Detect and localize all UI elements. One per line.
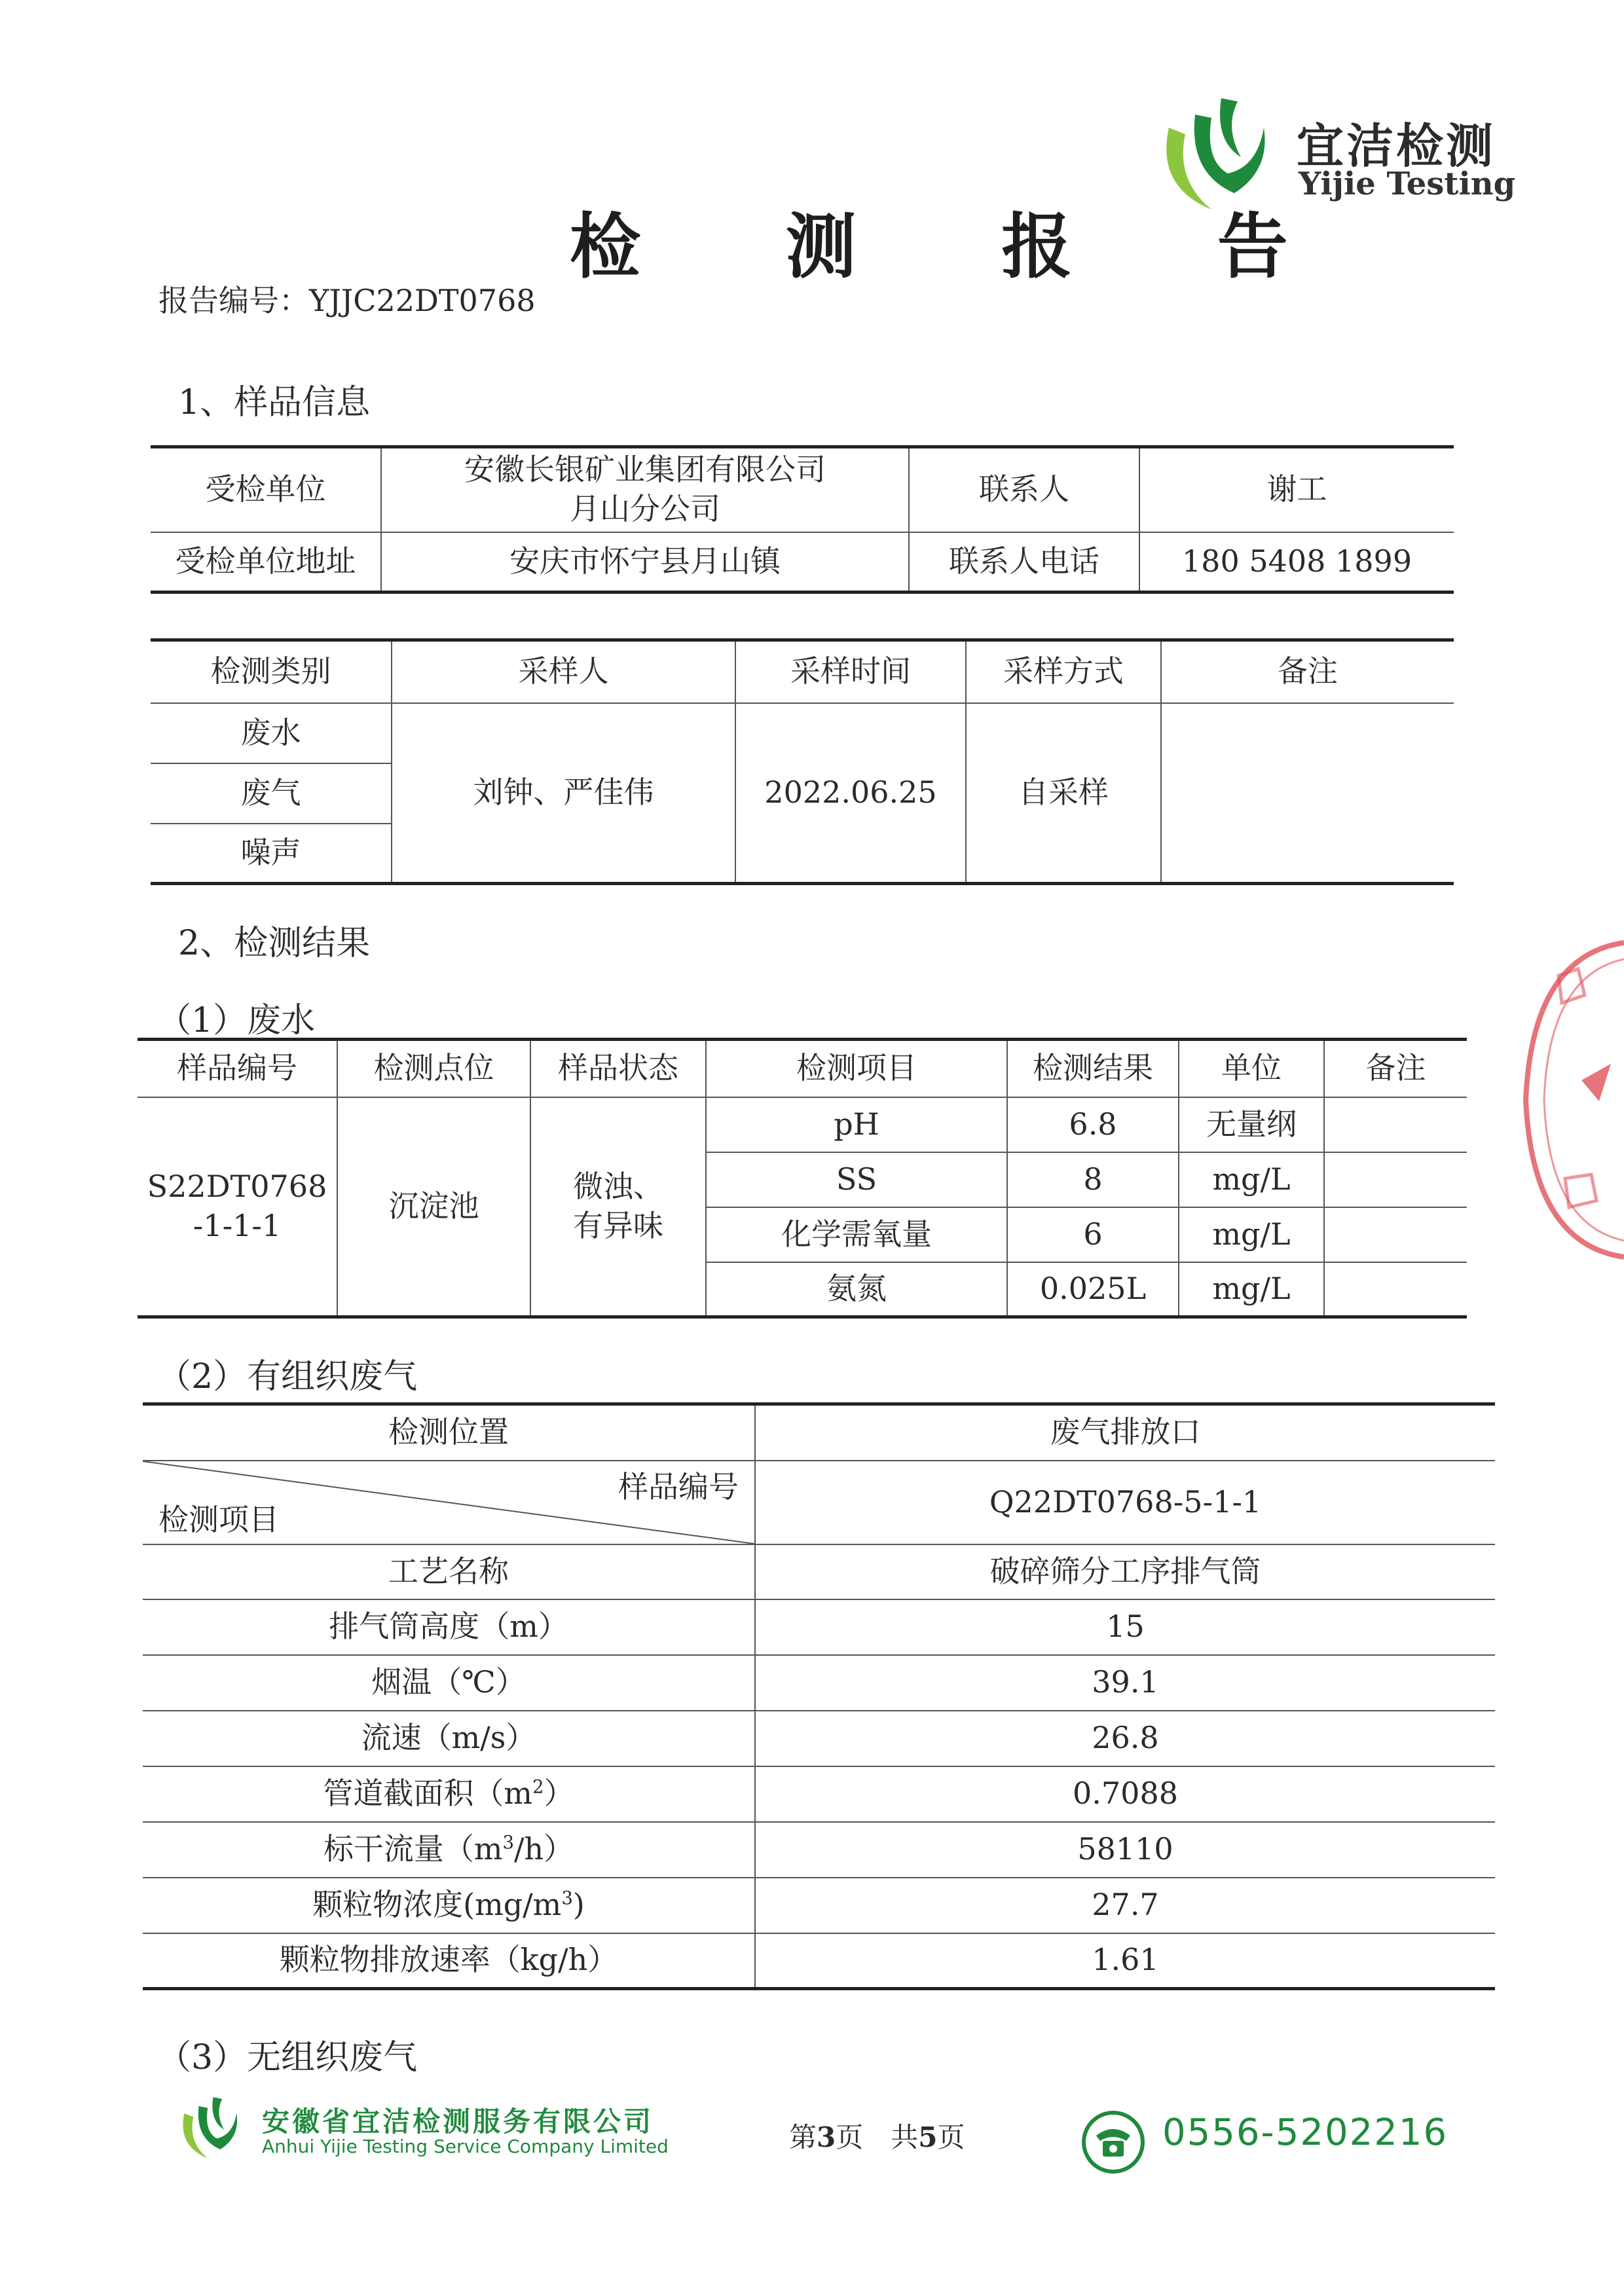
sampling-method: 自采样 — [966, 703, 1161, 884]
phone-icon — [1080, 2109, 1146, 2175]
address-value: 安庆市怀宁县月山镇 — [381, 532, 909, 592]
page-indicator — [789, 2116, 965, 2155]
subsection-heading-organized-gas: （2）有组织废气 — [157, 1357, 418, 1396]
address-label: 受检单位地址 — [151, 532, 381, 592]
ww-result: 6 — [1007, 1207, 1179, 1262]
label-pre: 颗粒物浓度(mg/m — [312, 1887, 562, 1923]
page-total: 5 — [918, 2121, 938, 2153]
ww-item: 化学需氧量 — [706, 1207, 1007, 1262]
ww-remark — [1324, 1207, 1467, 1262]
ww-state-line2: 有异味 — [573, 1207, 663, 1243]
gas-row-label — [143, 1878, 755, 1933]
ww-header-remark: 备注 — [1324, 1040, 1467, 1097]
gas-process-value: 破碎筛分工序排气筒 — [755, 1544, 1495, 1599]
subsection-heading-unorganized-gas: （3）无组织废气 — [157, 2038, 418, 2077]
footer-logo-icon — [174, 2092, 246, 2164]
inspected-unit-label: 受检单位 — [151, 447, 381, 532]
subsection-heading-wastewater: （1）废水 — [157, 1001, 316, 1040]
logo-english-text: Yijie Testing — [1299, 166, 1516, 202]
contact-value: 谢工 — [1139, 447, 1454, 532]
ww-item: SS — [706, 1152, 1007, 1207]
ww-state — [530, 1097, 706, 1317]
gas-row-label: 颗粒物排放速率（kg/h） — [143, 1933, 755, 1989]
gas-sample-no: Q22DT0768-5-1-1 — [755, 1461, 1495, 1544]
ww-header-point: 检测点位 — [337, 1040, 530, 1097]
ww-result: 8 — [1007, 1152, 1179, 1207]
diag-sample-no-label: 样品编号 — [618, 1468, 739, 1504]
sampling-header-category: 检测类别 — [151, 640, 392, 703]
red-seal-stamp-icon — [1519, 930, 1624, 1270]
inspected-unit-value-line2: 月山分公司 — [570, 491, 720, 527]
ww-unit: 无量纲 — [1179, 1097, 1324, 1152]
sampler-value: 刘钟、严佳伟 — [392, 703, 735, 884]
inspected-unit-value — [381, 447, 909, 532]
gas-row-value: 1.61 — [755, 1933, 1495, 1989]
gas-row-label — [143, 1766, 755, 1822]
sampling-table — [151, 638, 1454, 885]
label-pre: 标干流量（m — [323, 1831, 503, 1867]
label-sup: 3 — [502, 1831, 515, 1853]
ww-sample-no — [138, 1097, 337, 1317]
ww-header-result: 检测结果 — [1007, 1040, 1179, 1097]
gas-location-value: 废气排放口 — [755, 1404, 1495, 1461]
ww-header-sample-no: 样品编号 — [138, 1040, 337, 1097]
gas-process-label: 工艺名称 — [143, 1544, 755, 1599]
ww-sample-no-line1: S22DT0768 — [147, 1168, 327, 1204]
footer-company-en: Anhui Yijie Testing Service Company Limited — [262, 2136, 669, 2157]
label-post: /h） — [514, 1831, 574, 1867]
category-noise: 噪声 — [151, 824, 392, 884]
gas-row-label — [143, 1822, 755, 1878]
document-title: 检 测 报 告 — [570, 206, 1348, 288]
wastewater-table — [138, 1038, 1467, 1319]
sampling-remark — [1161, 703, 1454, 884]
label-sup: 3 — [561, 1887, 573, 1909]
category-wastewater: 废水 — [151, 703, 392, 763]
gas-row-value: 15 — [755, 1599, 1495, 1655]
ww-item: 氨氮 — [706, 1262, 1007, 1317]
sampling-header-sampler: 采样人 — [392, 640, 735, 703]
ww-result: 6.8 — [1007, 1097, 1179, 1152]
logo-chinese-text: 宜洁检测 — [1297, 118, 1496, 173]
sample-info-table — [151, 445, 1454, 594]
label-pre: 管道截面积（m — [323, 1776, 533, 1812]
gas-row-label: 烟温（℃） — [143, 1655, 755, 1711]
ww-point: 沉淀池 — [337, 1097, 530, 1317]
ww-result: 0.025L — [1007, 1262, 1179, 1317]
ww-sample-no-line2: -1-1-1 — [193, 1207, 282, 1243]
ww-header-item: 检测项目 — [706, 1040, 1007, 1097]
ww-item: pH — [706, 1097, 1007, 1152]
sampling-header-method: 采样方式 — [966, 640, 1161, 703]
gas-row-value: 0.7088 — [755, 1766, 1495, 1822]
ww-unit: mg/L — [1179, 1152, 1324, 1207]
diag-item-label: 检测项目 — [158, 1501, 279, 1537]
ww-unit: mg/L — [1179, 1262, 1324, 1317]
footer-company-cn: 安徽省宜洁检测服务有限公司 — [262, 2105, 654, 2138]
section-heading-sample-info: 1、样品信息 — [178, 383, 371, 422]
sampling-date: 2022.06.25 — [735, 703, 966, 884]
contact-phone-label: 联系人电话 — [909, 532, 1139, 592]
gas-location-label: 检测位置 — [143, 1404, 755, 1461]
gas-row-value: 26.8 — [755, 1711, 1495, 1766]
page-mid: 页 共 — [836, 2121, 919, 2153]
section-heading-results: 2、检测结果 — [178, 924, 371, 963]
label-sup: 2 — [532, 1776, 544, 1798]
page-pre: 第 — [789, 2121, 817, 2153]
ww-remark — [1324, 1152, 1467, 1207]
sampling-header-time: 采样时间 — [735, 640, 966, 703]
ww-header-state: 样品状态 — [530, 1040, 706, 1097]
footer-phone-number: 0556-5202216 — [1162, 2111, 1449, 2154]
gas-row-label: 排气筒高度（m） — [143, 1599, 755, 1655]
organized-gas-table — [143, 1402, 1495, 1990]
label-post: ) — [572, 1887, 585, 1923]
label-post: ） — [544, 1776, 574, 1812]
sampling-header-remark: 备注 — [1161, 640, 1454, 703]
page-post: 页 — [937, 2121, 965, 2153]
page-number: 3 — [817, 2121, 836, 2153]
ww-remark — [1324, 1262, 1467, 1317]
gas-row-label: 流速（m/s） — [143, 1711, 755, 1766]
ww-remark — [1324, 1097, 1467, 1152]
gas-row-value: 58110 — [755, 1822, 1495, 1878]
contact-phone-value: 180 5408 1899 — [1139, 532, 1454, 592]
inspected-unit-value-line1: 安徽长银矿业集团有限公司 — [464, 452, 826, 488]
ww-unit: mg/L — [1179, 1207, 1324, 1262]
ww-state-line1: 微浊、 — [573, 1168, 663, 1204]
gas-row-value: 39.1 — [755, 1655, 1495, 1711]
ww-header-unit: 单位 — [1179, 1040, 1324, 1097]
report-number: 报告编号：YJJC22DT0768 — [158, 283, 536, 318]
category-waste-gas: 废气 — [151, 763, 392, 824]
gas-diagonal-header — [143, 1461, 755, 1544]
gas-row-value: 27.7 — [755, 1878, 1495, 1933]
contact-label: 联系人 — [909, 447, 1139, 532]
